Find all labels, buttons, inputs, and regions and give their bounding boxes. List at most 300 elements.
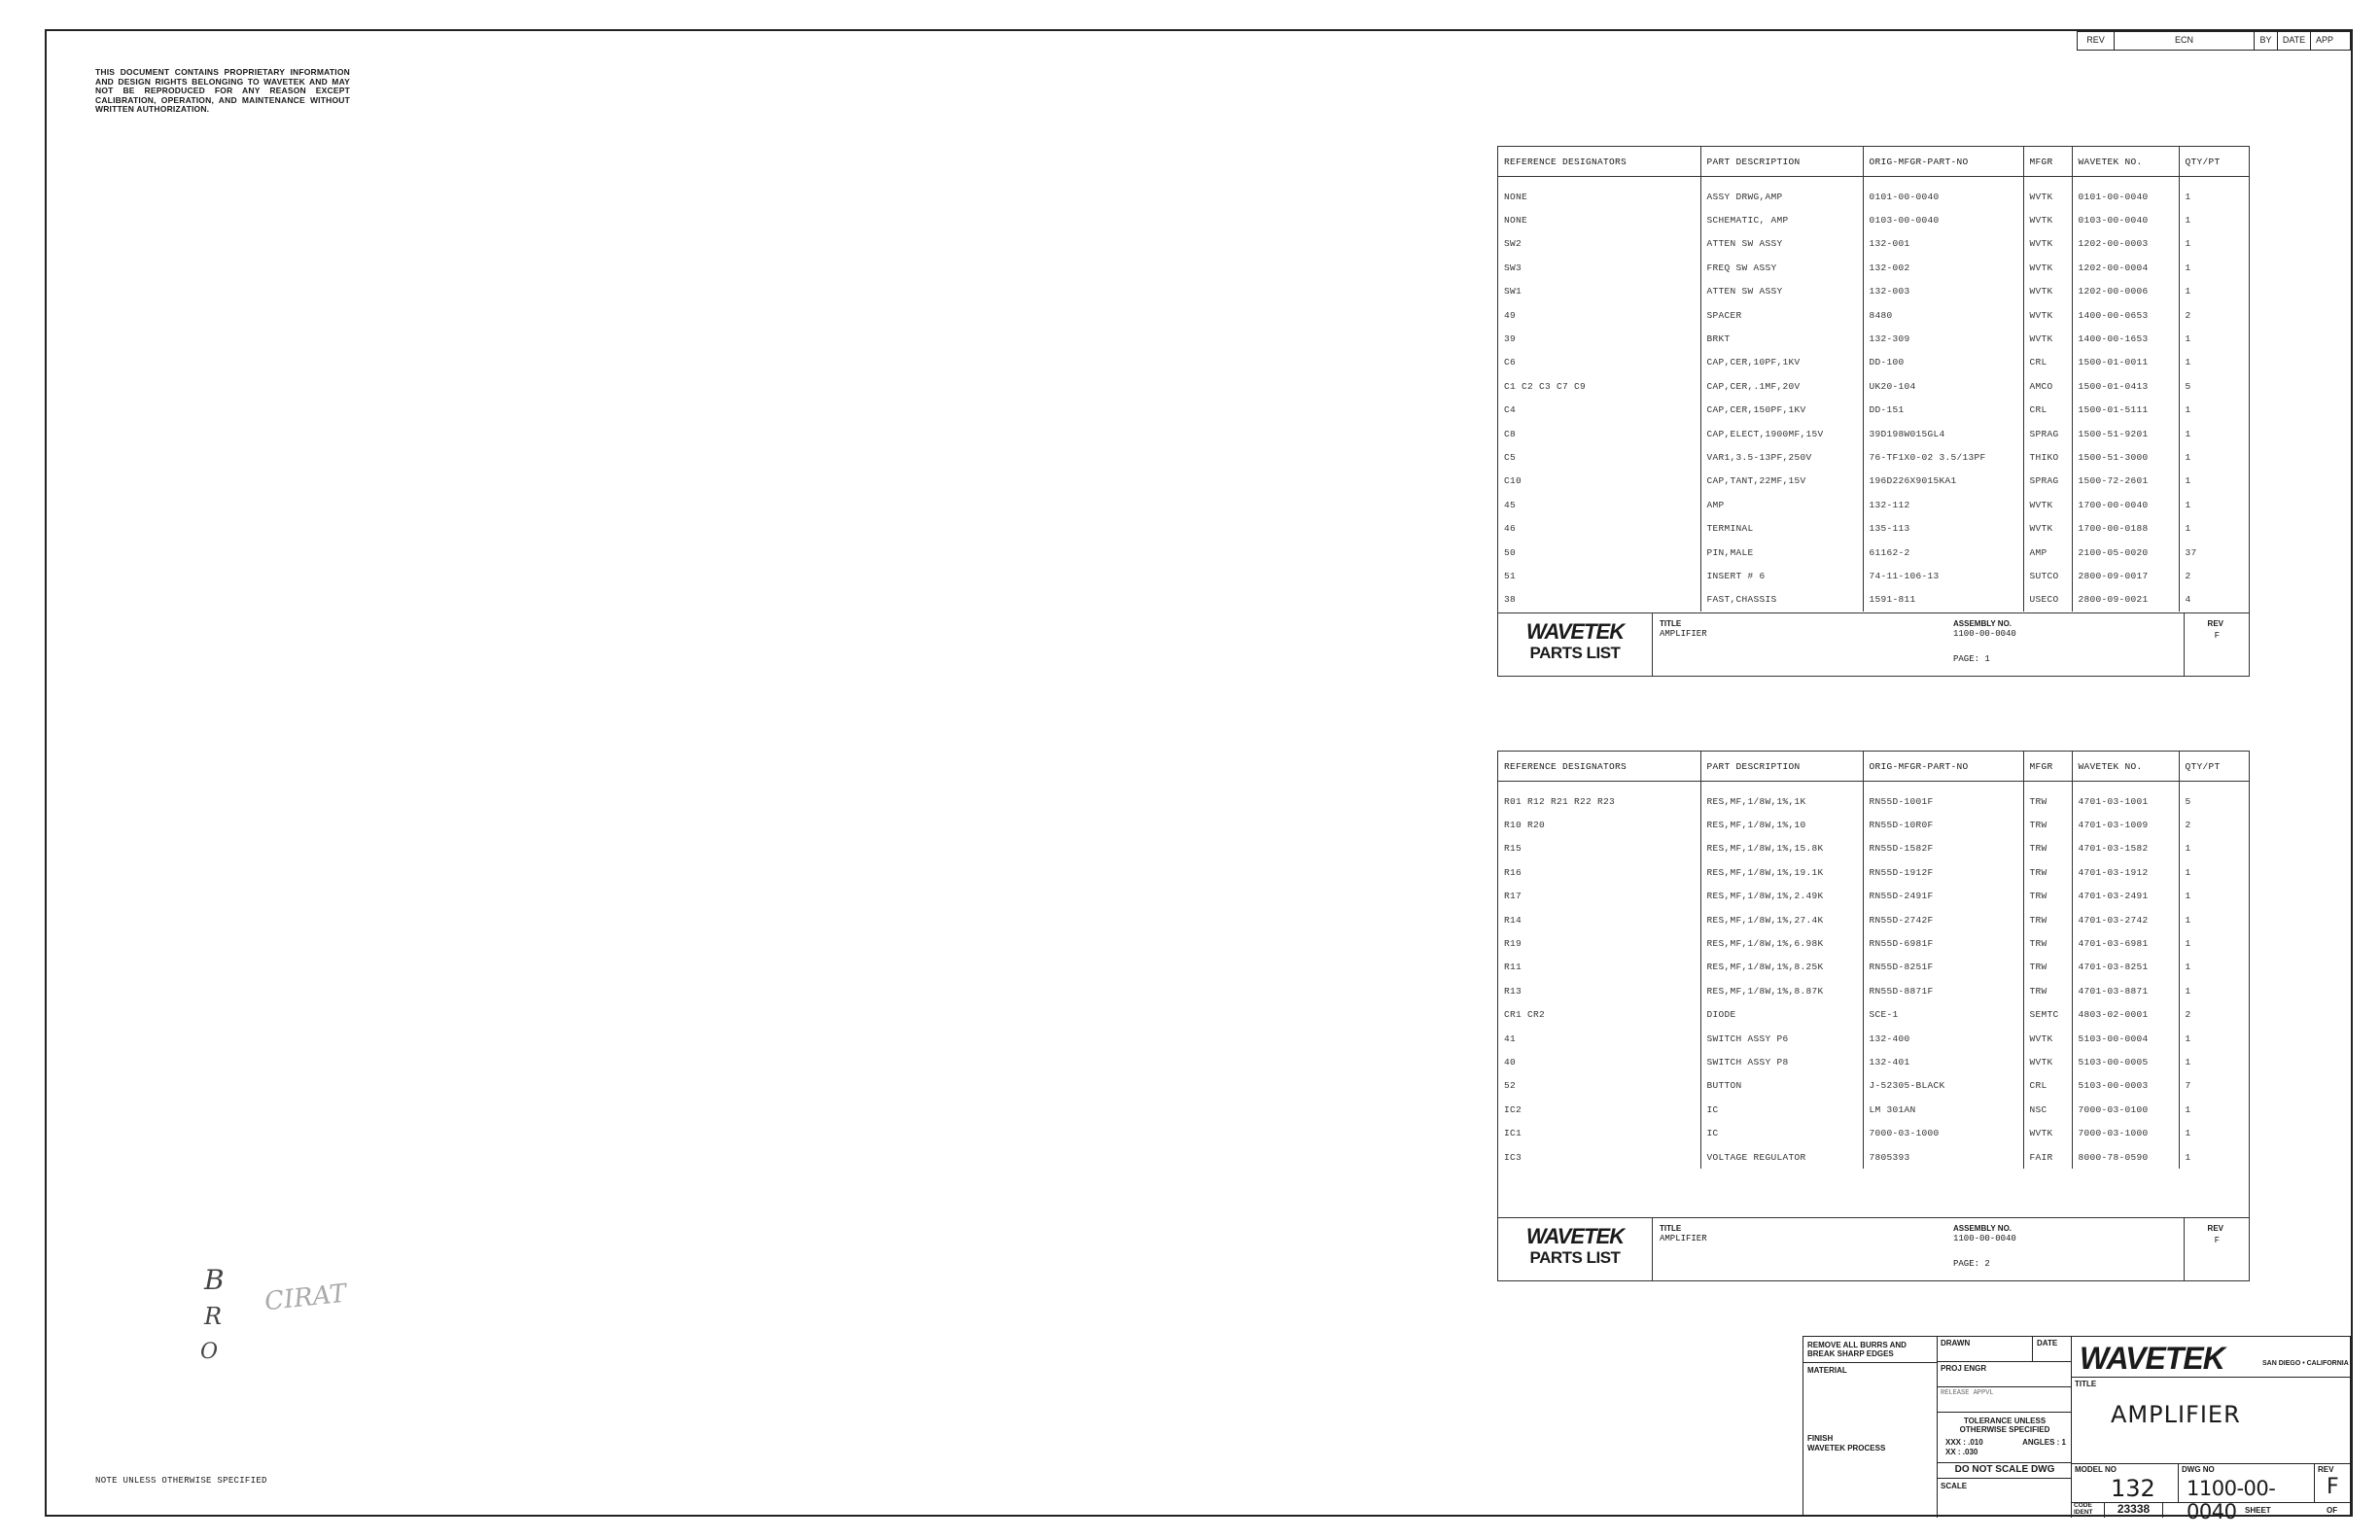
table-row bbox=[1498, 516, 2249, 540]
wavetek-logo: WAVETEK bbox=[2080, 1341, 2224, 1376]
col-qty: QTY/PT bbox=[2179, 147, 2249, 177]
mfgr: WVTK bbox=[2023, 493, 2072, 516]
table-row bbox=[1498, 1003, 2249, 1027]
orig-mfgr-part-no: LM 301AN bbox=[1863, 1098, 2023, 1121]
qty: 7 bbox=[2185, 1080, 2191, 1092]
ref-designator: 41 bbox=[1498, 1027, 1700, 1050]
ref-designator: 50 bbox=[1498, 541, 1700, 564]
model-number: 132 bbox=[2111, 1475, 2155, 1502]
orig-mfgr-part-no: 39D198W015GL4 bbox=[1863, 422, 2023, 445]
part-description: RES,MF,1/8W,1%,27.4K bbox=[1700, 908, 1863, 931]
part-description: DIODE bbox=[1700, 1003, 1863, 1027]
orig-mfgr-part-no: RN55D-2491F bbox=[1863, 885, 2023, 908]
qty: 1 bbox=[2185, 357, 2191, 368]
wavetek-no: 4701-03-8871 bbox=[2072, 979, 2179, 1002]
ref-designator: R14 bbox=[1498, 908, 1700, 931]
of-label: OF bbox=[2327, 1506, 2338, 1515]
table-row bbox=[1498, 177, 2249, 209]
mfgr: AMCO bbox=[2023, 374, 2072, 398]
orig-mfgr-part-no: 0103-00-0040 bbox=[1863, 208, 2023, 231]
col-mfgr: MFGR bbox=[2023, 752, 2072, 782]
col-part-description: PART DESCRIPTION bbox=[1700, 752, 1863, 782]
qty: 1 bbox=[2185, 1128, 2191, 1139]
title-block bbox=[1802, 1336, 2351, 1523]
do-not-scale-cell bbox=[1938, 1463, 2072, 1479]
table-row bbox=[1498, 1074, 2249, 1098]
mfgr: SUTCO bbox=[2023, 564, 2072, 587]
qty: 1 bbox=[2185, 215, 2191, 227]
wavetek-no: 1500-01-5111 bbox=[2072, 399, 2179, 422]
part-description: VOLTAGE REGULATOR bbox=[1700, 1145, 1863, 1169]
orig-mfgr-part-no: J-52305-BLACK bbox=[1863, 1074, 2023, 1098]
finish-label: FINISH bbox=[1807, 1434, 1834, 1443]
mfgr: WVTK bbox=[2023, 280, 2072, 303]
remove-burrs-note: REMOVE ALL BURRS AND BREAK SHARP EDGES bbox=[1807, 1341, 1907, 1358]
table-row bbox=[1498, 280, 2249, 303]
table-row bbox=[1498, 908, 2249, 931]
table-row bbox=[1498, 493, 2249, 516]
part-description: SWITCH ASSY P8 bbox=[1700, 1050, 1863, 1073]
part-description: ASSY DRWG,AMP bbox=[1700, 177, 1863, 209]
general-note: NOTE UNLESS OTHERWISE SPECIFIED bbox=[95, 1476, 267, 1486]
qty: 1 bbox=[2185, 985, 2191, 997]
ref-designator: NONE bbox=[1498, 177, 1700, 209]
wavetek-no: 1202-00-0006 bbox=[2072, 280, 2179, 303]
page-number: PAGE: 2 bbox=[1953, 1259, 1990, 1269]
col-orig-mfgr-part-no: ORIG-MFGR-PART-NO bbox=[1863, 147, 2023, 177]
orig-mfgr-part-no: 8480 bbox=[1863, 303, 2023, 327]
qty: 1 bbox=[2185, 962, 2191, 973]
title-label: TITLE bbox=[1660, 619, 1682, 628]
app-header: APP bbox=[2315, 35, 2333, 45]
handwritten-letter-b: B bbox=[204, 1264, 225, 1296]
assembly-number: 1100-00-0040 bbox=[1953, 629, 2016, 639]
mfgr: WVTK bbox=[2023, 1121, 2072, 1144]
qty: 1 bbox=[2185, 1103, 2191, 1115]
orig-mfgr-part-no: 132-400 bbox=[1863, 1027, 2023, 1050]
proprietary-notice: THIS DOCUMENT CONTAINS PROPRIETARY INFORMATION AND DESIGN RIGHTS BELONGING TO WAVETEK AND MAY NOT BE REPRODUCED FOR ANY REASON EXCEPT CALIBRATION, OPERATION, AND MAINTENANCE WITHOUT WRITTEN AUTHORIZATION. bbox=[95, 67, 350, 114]
mfgr: WVTK bbox=[2023, 232, 2072, 256]
handwritten-letter-o: O bbox=[200, 1340, 219, 1364]
mfgr: NSC bbox=[2023, 1098, 2072, 1121]
part-description: AMP bbox=[1700, 493, 1863, 516]
table-row bbox=[1498, 374, 2249, 398]
qty: 1 bbox=[2185, 914, 2191, 926]
ref-designator: 40 bbox=[1498, 1050, 1700, 1073]
part-description: CAP,CER,150PF,1KV bbox=[1700, 399, 1863, 422]
drawing-title: AMPLIFIER bbox=[2111, 1401, 2241, 1428]
qty: 5 bbox=[2185, 380, 2191, 392]
title-label: TITLE bbox=[1660, 1224, 1682, 1233]
part-description: RES,MF,1/8W,1%,15.8K bbox=[1700, 837, 1863, 860]
table-row bbox=[1498, 885, 2249, 908]
table-row bbox=[1498, 979, 2249, 1002]
table-row bbox=[1498, 1121, 2249, 1144]
rev-label: REV bbox=[2207, 1224, 2223, 1233]
ref-designator: R13 bbox=[1498, 979, 1700, 1002]
revision-block-header bbox=[2077, 31, 2351, 51]
ref-designator: 45 bbox=[1498, 493, 1700, 516]
mfgr: TRW bbox=[2023, 837, 2072, 860]
orig-mfgr-part-no: RN55D-1912F bbox=[1863, 860, 2023, 884]
rev-label: REV bbox=[2207, 619, 2223, 628]
orig-mfgr-part-no: RN55D-10R0F bbox=[1863, 813, 2023, 836]
table-row bbox=[1498, 837, 2249, 860]
orig-mfgr-part-no: 61162-2 bbox=[1863, 541, 2023, 564]
part-description: ATTEN SW ASSY bbox=[1700, 280, 1863, 303]
mfgr: WVTK bbox=[2023, 516, 2072, 540]
mfgr: CRL bbox=[2023, 399, 2072, 422]
qty: 1 bbox=[2185, 843, 2191, 855]
model-cell bbox=[2072, 1463, 2179, 1502]
wavetek-no: 1700-00-0188 bbox=[2072, 516, 2179, 540]
tolerance-angles: ANGLES : 1 bbox=[2022, 1438, 2066, 1447]
ref-designator: SW1 bbox=[1498, 280, 1700, 303]
qty: 5 bbox=[2185, 795, 2191, 807]
qty: 1 bbox=[2185, 1056, 2191, 1068]
wavetek-no: 1500-01-0413 bbox=[2072, 374, 2179, 398]
wavetek-no: 5103-00-0003 bbox=[2072, 1074, 2179, 1098]
wavetek-no: 4701-03-2742 bbox=[2072, 908, 2179, 931]
col-ref-designators: REFERENCE DESIGNATORS bbox=[1498, 147, 1700, 177]
mfgr: WVTK bbox=[2023, 327, 2072, 350]
code-ident-value: 23338 bbox=[2105, 1502, 2163, 1518]
wavetek-no: 2800-09-0017 bbox=[2072, 564, 2179, 587]
part-description: IC bbox=[1700, 1098, 1863, 1121]
wavetek-no: 1500-01-0011 bbox=[2072, 351, 2179, 374]
table-row bbox=[1498, 860, 2249, 884]
part-description: CAP,TANT,22MF,15V bbox=[1700, 470, 1863, 493]
qty: 1 bbox=[2185, 1032, 2191, 1044]
table-row bbox=[1498, 399, 2249, 422]
mfgr: TRW bbox=[2023, 885, 2072, 908]
qty: 1 bbox=[2185, 262, 2191, 273]
handwritten-scrawl: CIRAT bbox=[262, 1278, 348, 1317]
table-row bbox=[1498, 813, 2249, 836]
date-label: DATE bbox=[2037, 1339, 2058, 1348]
wavetek-logo bbox=[1498, 613, 1653, 676]
orig-mfgr-part-no: 7805393 bbox=[1863, 1145, 2023, 1169]
col-ref-designators: REFERENCE DESIGNATORS bbox=[1498, 752, 1700, 782]
orig-mfgr-part-no: SCE-1 bbox=[1863, 1003, 2023, 1027]
qty: 1 bbox=[2185, 404, 2191, 416]
ref-designator: C8 bbox=[1498, 422, 1700, 445]
orig-mfgr-part-no: RN55D-8871F bbox=[1863, 979, 2023, 1002]
mfgr: TRW bbox=[2023, 860, 2072, 884]
orig-mfgr-part-no: 1591-811 bbox=[1863, 588, 2023, 612]
wavetek-logo bbox=[1498, 1218, 1653, 1280]
tolerance-cell bbox=[1938, 1413, 2072, 1463]
ref-designator: R11 bbox=[1498, 956, 1700, 979]
qty: 2 bbox=[2185, 570, 2191, 581]
part-description: BRKT bbox=[1700, 327, 1863, 350]
table-row bbox=[1498, 303, 2249, 327]
logo-text: WAVETEK bbox=[1525, 1224, 1625, 1248]
rev-value: F bbox=[2214, 631, 2220, 641]
ref-designator: NONE bbox=[1498, 208, 1700, 231]
left-column bbox=[1803, 1337, 1938, 1518]
orig-mfgr-part-no: 132-112 bbox=[1863, 493, 2023, 516]
by-header: BY bbox=[2255, 32, 2278, 50]
rev-divider bbox=[2184, 613, 2185, 676]
col-qty: QTY/PT bbox=[2179, 752, 2249, 782]
wavetek-no: 1500-72-2601 bbox=[2072, 470, 2179, 493]
part-description: PIN,MALE bbox=[1700, 541, 1863, 564]
wavetek-no: 8000-78-0590 bbox=[2072, 1145, 2179, 1169]
rev-label: REV bbox=[2318, 1465, 2334, 1474]
part-description: RES,MF,1/8W,1%,6.98K bbox=[1700, 931, 1863, 955]
ref-designator: R16 bbox=[1498, 860, 1700, 884]
wavetek-no: 1202-00-0004 bbox=[2072, 256, 2179, 279]
orig-mfgr-part-no: UK20-104 bbox=[1863, 374, 2023, 398]
part-description: RES,MF,1/8W,1%,8.87K bbox=[1700, 979, 1863, 1002]
orig-mfgr-part-no: 74-11-106-13 bbox=[1863, 564, 2023, 587]
ref-designator: R19 bbox=[1498, 931, 1700, 955]
tolerance-label: TOLERANCE UNLESS OTHERWISE SPECIFIED bbox=[1959, 1417, 2050, 1434]
orig-mfgr-part-no: 76-TF1X0-02 3.5/13PF bbox=[1863, 445, 2023, 469]
scale-label: SCALE bbox=[1941, 1482, 1968, 1490]
ref-designator: 38 bbox=[1498, 588, 1700, 612]
mfgr: TRW bbox=[2023, 782, 2072, 814]
part-description: CAP,CER,.1MF,20V bbox=[1700, 374, 1863, 398]
table-row bbox=[1498, 931, 2249, 955]
rev-value: F bbox=[2327, 1475, 2339, 1499]
qty: 1 bbox=[2185, 499, 2191, 510]
qty: 1 bbox=[2185, 866, 2191, 878]
ref-designator: IC3 bbox=[1498, 1145, 1700, 1169]
date-header: DATE bbox=[2278, 32, 2311, 50]
mfgr: CRL bbox=[2023, 351, 2072, 374]
ref-designator: R01 R12 R21 R22 R23 bbox=[1498, 782, 1700, 814]
part-description: CAP,CER,10PF,1KV bbox=[1700, 351, 1863, 374]
orig-mfgr-part-no: 132-401 bbox=[1863, 1050, 2023, 1073]
dwg-number: 1100-00-0040 bbox=[2187, 1477, 2276, 1523]
col-mfgr: MFGR bbox=[2023, 147, 2072, 177]
orig-mfgr-part-no: DD-151 bbox=[1863, 399, 2023, 422]
wavetek-no: 5103-00-0004 bbox=[2072, 1027, 2179, 1050]
parts-list-footer bbox=[1498, 612, 2249, 676]
qty: 1 bbox=[2185, 286, 2191, 298]
ref-designator: C10 bbox=[1498, 470, 1700, 493]
handwritten-letter-r: R bbox=[204, 1303, 223, 1330]
ref-designator: R17 bbox=[1498, 885, 1700, 908]
qty: 1 bbox=[2185, 475, 2191, 487]
wavetek-no: 1700-00-0040 bbox=[2072, 493, 2179, 516]
qty: 1 bbox=[2185, 191, 2191, 202]
parts-list-page-2 bbox=[1497, 751, 2250, 1281]
qty: 1 bbox=[2185, 428, 2191, 439]
part-description: TERMINAL bbox=[1700, 516, 1863, 540]
wavetek-no: 1500-51-9201 bbox=[2072, 422, 2179, 445]
mfgr: THIKO bbox=[2023, 445, 2072, 469]
parts-table-2 bbox=[1498, 752, 2249, 1169]
orig-mfgr-part-no: 132-003 bbox=[1863, 280, 2023, 303]
mfgr: TRW bbox=[2023, 908, 2072, 931]
mfgr: SPRAG bbox=[2023, 470, 2072, 493]
mfgr: CRL bbox=[2023, 1074, 2072, 1098]
col-wavetek-no: WAVETEK NO. bbox=[2072, 752, 2179, 782]
ref-designator: CR1 CR2 bbox=[1498, 1003, 1700, 1027]
orig-mfgr-part-no: 132-002 bbox=[1863, 256, 2023, 279]
part-description: RES,MF,1/8W,1%,1K bbox=[1700, 782, 1863, 814]
mfgr: TRW bbox=[2023, 979, 2072, 1002]
orig-mfgr-part-no: 0101-00-0040 bbox=[1863, 177, 2023, 209]
wavetek-no: 4701-03-1912 bbox=[2072, 860, 2179, 884]
dwg-label: DWG NO bbox=[2182, 1465, 2215, 1474]
ref-designator: SW2 bbox=[1498, 232, 1700, 256]
mfgr: TRW bbox=[2023, 931, 2072, 955]
wavetek-no: 4701-03-2491 bbox=[2072, 885, 2179, 908]
wavetek-no: 1400-00-0653 bbox=[2072, 303, 2179, 327]
release-cell bbox=[1938, 1387, 2072, 1413]
assembly-label: ASSEMBLY NO. bbox=[1953, 619, 2012, 628]
col-orig-mfgr-part-no: ORIG-MFGR-PART-NO bbox=[1863, 752, 2023, 782]
table-row bbox=[1498, 782, 2249, 814]
part-description: RES,MF,1/8W,1%,19.1K bbox=[1700, 860, 1863, 884]
location-label: SAN DIEGO • CALIFORNIA bbox=[2262, 1360, 2349, 1367]
mfgr: WVTK bbox=[2023, 303, 2072, 327]
part-description: RES,MF,1/8W,1%,10 bbox=[1700, 813, 1863, 836]
table-row bbox=[1498, 1145, 2249, 1169]
parts-list-footer bbox=[1498, 1217, 2249, 1280]
wavetek-no: 2100-05-0020 bbox=[2072, 541, 2179, 564]
orig-mfgr-part-no: RN55D-6981F bbox=[1863, 931, 2023, 955]
table-row bbox=[1498, 232, 2249, 256]
part-description: SCHEMATIC, AMP bbox=[1700, 208, 1863, 231]
qty: 2 bbox=[2185, 1009, 2191, 1021]
wavetek-no: 1500-51-3000 bbox=[2072, 445, 2179, 469]
orig-mfgr-part-no: RN55D-8251F bbox=[1863, 956, 2023, 979]
proj-engr-cell bbox=[1938, 1362, 2072, 1387]
mfgr: SEMTC bbox=[2023, 1003, 2072, 1027]
assembly-number: 1100-00-0040 bbox=[1953, 1234, 2016, 1243]
orig-mfgr-part-no: RN55D-2742F bbox=[1863, 908, 2023, 931]
ref-designator: 51 bbox=[1498, 564, 1700, 587]
part-description: BUTTON bbox=[1700, 1074, 1863, 1098]
ref-designator: R15 bbox=[1498, 837, 1700, 860]
orig-mfgr-part-no: 7000-03-1000 bbox=[1863, 1121, 2023, 1144]
rev-divider bbox=[2184, 1218, 2185, 1280]
orig-mfgr-part-no: 132-001 bbox=[1863, 232, 2023, 256]
table-row bbox=[1498, 351, 2249, 374]
orig-mfgr-part-no: 132-309 bbox=[1863, 327, 2023, 350]
drawn-label: DRAWN bbox=[1941, 1339, 1971, 1348]
part-description: SPACER bbox=[1700, 303, 1863, 327]
divider bbox=[1803, 1362, 1938, 1363]
qty: 1 bbox=[2185, 451, 2191, 463]
part-description: CAP,ELECT,1900MF,15V bbox=[1700, 422, 1863, 445]
wavetek-no: 4803-02-0001 bbox=[2072, 1003, 2179, 1027]
wavetek-no: 1202-00-0003 bbox=[2072, 232, 2179, 256]
ref-designator: R10 R20 bbox=[1498, 813, 1700, 836]
ecn-header: ECN bbox=[2115, 32, 2255, 50]
mfgr: WVTK bbox=[2023, 1050, 2072, 1073]
parts-list-page-1 bbox=[1497, 146, 2250, 677]
drawn-cell bbox=[1938, 1337, 2033, 1362]
qty: 1 bbox=[2185, 523, 2191, 535]
mfgr: FAIR bbox=[2023, 1145, 2072, 1169]
part-description: IC bbox=[1700, 1121, 1863, 1144]
sheet-label: SHEET bbox=[2245, 1506, 2271, 1515]
table-row bbox=[1498, 445, 2249, 469]
table-row bbox=[1498, 564, 2249, 587]
table-row bbox=[1498, 588, 2249, 612]
mfgr: WVTK bbox=[2023, 177, 2072, 209]
qty: 37 bbox=[2185, 546, 2197, 558]
ref-designator: C1 C2 C3 C7 C9 bbox=[1498, 374, 1700, 398]
orig-mfgr-part-no: 196D226X9015KA1 bbox=[1863, 470, 2023, 493]
material-label: MATERIAL bbox=[1807, 1366, 1847, 1375]
ref-designator: SW3 bbox=[1498, 256, 1700, 279]
qty: 1 bbox=[2185, 938, 2191, 950]
qty: 4 bbox=[2185, 594, 2191, 606]
table-row bbox=[1498, 422, 2249, 445]
mfgr: USECO bbox=[2023, 588, 2072, 612]
wavetek-no: 7000-03-0100 bbox=[2072, 1098, 2179, 1121]
ref-designator: C4 bbox=[1498, 399, 1700, 422]
page-number: PAGE: 1 bbox=[1953, 654, 1990, 664]
rev-value: F bbox=[2214, 1236, 2220, 1245]
rev-cell bbox=[2315, 1463, 2350, 1502]
qty: 2 bbox=[2185, 820, 2191, 831]
wavetek-no: 4701-03-6981 bbox=[2072, 931, 2179, 955]
tolerance-xxx: XXX : .010 bbox=[1945, 1438, 1983, 1447]
ref-designator: 39 bbox=[1498, 327, 1700, 350]
mfgr: TRW bbox=[2023, 956, 2072, 979]
logo-cell bbox=[2072, 1337, 2350, 1378]
title-label: TITLE bbox=[2075, 1380, 2097, 1388]
col-part-description: PART DESCRIPTION bbox=[1700, 147, 1863, 177]
mfgr: WVTK bbox=[2023, 208, 2072, 231]
table-row bbox=[1498, 956, 2249, 979]
table-row bbox=[1498, 1098, 2249, 1121]
wavetek-no: 2800-09-0021 bbox=[2072, 588, 2179, 612]
orig-mfgr-part-no: DD-100 bbox=[1863, 351, 2023, 374]
part-description: ATTEN SW ASSY bbox=[1700, 232, 1863, 256]
qty: 1 bbox=[2185, 238, 2191, 250]
wavetek-no: 1400-00-1653 bbox=[2072, 327, 2179, 350]
wavetek-no: 0103-00-0040 bbox=[2072, 208, 2179, 231]
release-label: RELEASE APPVL bbox=[1941, 1389, 1994, 1397]
orig-mfgr-part-no: RN55D-1001F bbox=[1863, 782, 2023, 814]
ref-designator: C5 bbox=[1498, 445, 1700, 469]
table-row bbox=[1498, 541, 2249, 564]
parts-list-label: PARTS LIST bbox=[1529, 1248, 1621, 1267]
wavetek-no: 4701-03-1582 bbox=[2072, 837, 2179, 860]
qty: 1 bbox=[2185, 333, 2191, 345]
title-value: AMPLIFIER bbox=[1660, 1234, 1707, 1243]
wavetek-no: 4701-03-8251 bbox=[2072, 956, 2179, 979]
finish-value: WAVETEK PROCESS bbox=[1807, 1444, 1886, 1452]
qty: 1 bbox=[2185, 1151, 2191, 1163]
tolerance-xx: XX : .030 bbox=[1945, 1448, 1978, 1456]
table-row bbox=[1498, 208, 2249, 231]
mfgr: SPRAG bbox=[2023, 422, 2072, 445]
do-not-scale-label: DO NOT SCALE DWG bbox=[1954, 1464, 2055, 1475]
part-description: RES,MF,1/8W,1%,2.49K bbox=[1700, 885, 1863, 908]
table-row bbox=[1498, 470, 2249, 493]
table-row bbox=[1498, 256, 2249, 279]
col-wavetek-no: WAVETEK NO. bbox=[2072, 147, 2179, 177]
qty: 1 bbox=[2185, 891, 2191, 902]
part-description: SWITCH ASSY P6 bbox=[1700, 1027, 1863, 1050]
mfgr: WVTK bbox=[2023, 1027, 2072, 1050]
part-description: VAR1,3.5-13PF,250V bbox=[1700, 445, 1863, 469]
mfgr: WVTK bbox=[2023, 256, 2072, 279]
table-row bbox=[1498, 327, 2249, 350]
right-column bbox=[2072, 1337, 2350, 1523]
proj-engr-label: PROJ ENGR bbox=[1941, 1364, 1987, 1373]
